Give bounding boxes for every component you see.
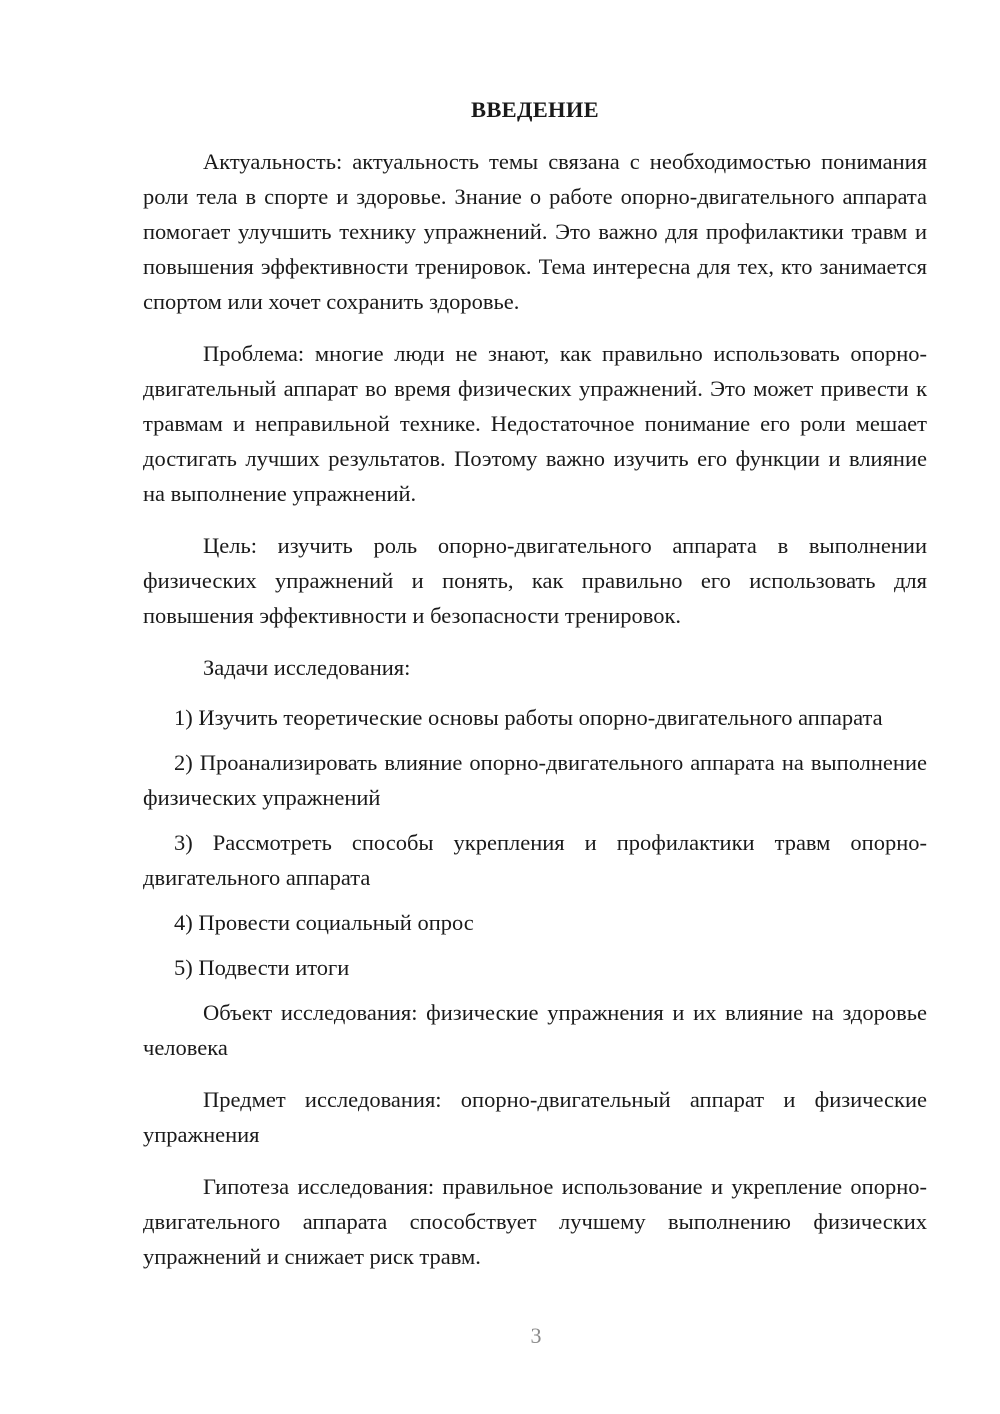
task-item-1: 1) Изучить теоретические основы работы опорно-двигательного аппарата [174, 705, 883, 730]
page-number: 3 [530, 1323, 542, 1348]
page-content [143, 94, 927, 1291]
problem-paragraph: Проблема: многие люди не знают, как правильно использовать опорно-двигательный аппарат во время физических упражнений. Это может привести к травмам и неправильной технике. Недостаточное понимание его роли мешает достигать лучших результатов. Поэтому важно изучить его функции и влияние на выполнение упражнений. [143, 341, 927, 506]
hypothesis-paragraph: Гипотеза исследования: правильное использование и укрепление опорно-двигательного аппарата способствует лучшему выполнению физических упражнений и снижает риск травм. [143, 1174, 927, 1269]
task-item-3: 3) Рассмотреть способы укрепления и профилактики травм опорно-двигательного аппарата [143, 830, 927, 890]
object-paragraph: Объект исследования: физические упражнения и их влияние на здоровье человека [143, 1000, 927, 1060]
task-item-5: 5) Подвести итоги [174, 955, 350, 980]
relevance-paragraph: Актуальность: актуальность темы связана с необходимостью понимания роли тела в спорте и здоровье. Знание о работе опорно-двигательного аппарата помогает улучшить технику упражнений. Это важно для профилактики травм и повышения эффективности тренировок. Тема интересна для тех, кто занимается спортом или хочет сохранить здоровье. [143, 149, 927, 314]
tasks-list [143, 700, 927, 985]
section-heading: ВВЕДЕНИЕ [471, 97, 599, 122]
subject-paragraph: Предмет исследования: опорно-двигательный аппарат и физические упражнения [143, 1087, 927, 1147]
tasks-label: Задачи исследования: [203, 655, 411, 680]
goal-paragraph: Цель: изучить роль опорно-двигательного аппарата в выполнении физических упражнений и понять, как правильно его использовать для повышения эффективности и безопасности тренировок. [143, 533, 927, 628]
task-item-2: 2) Проанализировать влияние опорно-двигательного аппарата на выполнение физических упражнений [143, 750, 927, 810]
task-item-4: 4) Провести социальный опрос [174, 910, 474, 935]
